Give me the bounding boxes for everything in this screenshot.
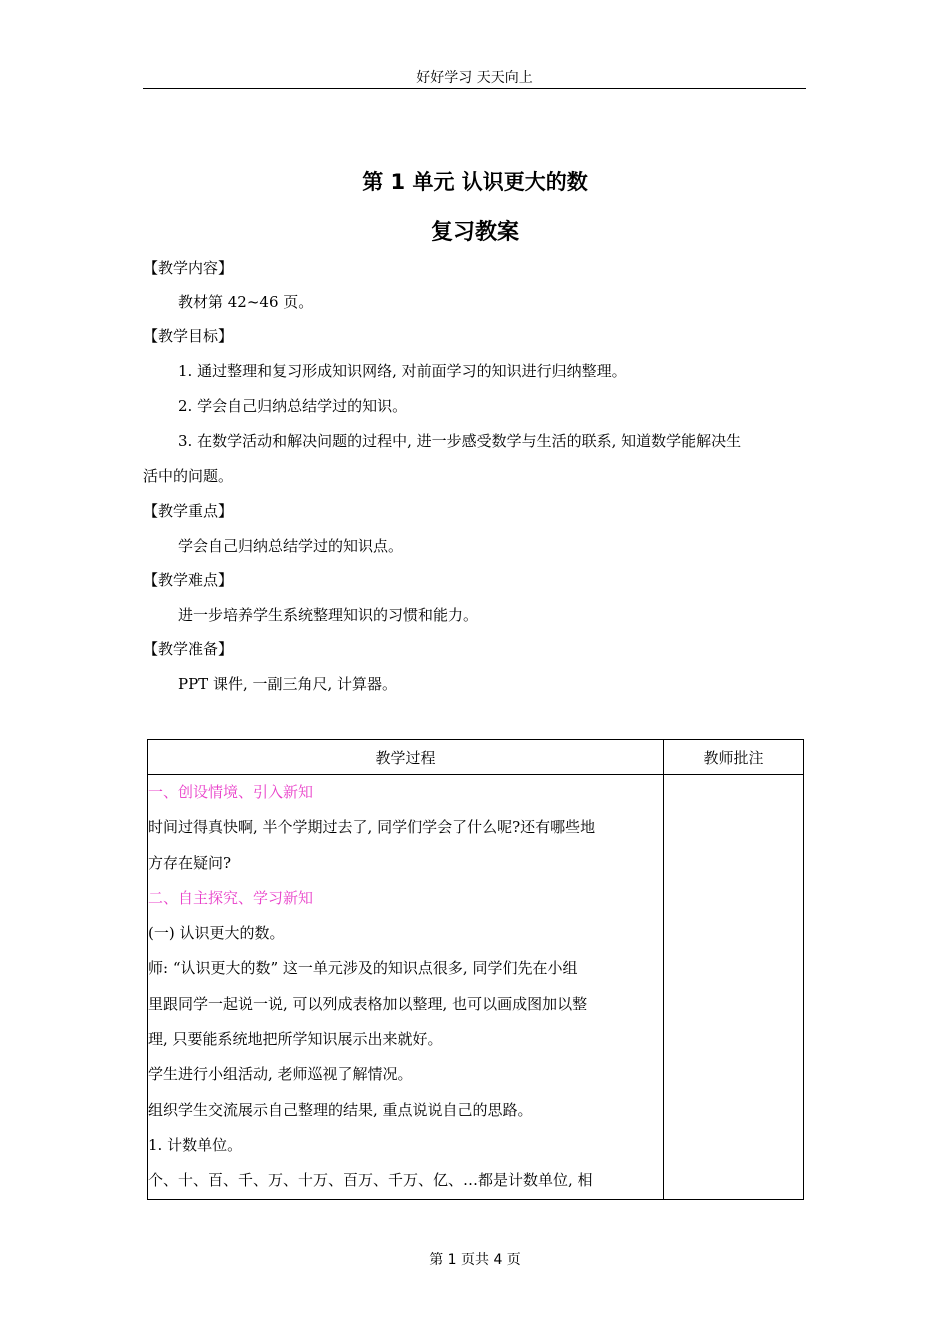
- process-line: 里跟同学一起说一说, 可以列成表格加以整理, 也可以画成图加以整: [148, 994, 588, 1013]
- content-text: 教材第 42~46 页。: [178, 293, 314, 311]
- process-line: 1. 计数单位。: [148, 1135, 243, 1154]
- column-header-process: 教学过程: [148, 740, 664, 775]
- goal-item-3-cont: 活中的问题。: [143, 467, 234, 485]
- process-cell: [148, 775, 664, 1200]
- section-label-prep: 【教学准备】: [143, 640, 234, 658]
- section-label-content: 【教学内容】: [143, 259, 234, 277]
- key-text: 学会自己归纳总结学过的知识点。: [178, 537, 404, 555]
- process-heading-1: 一、创设情境、引入新知: [148, 783, 314, 801]
- goal-item-2: 2. 学会自己归纳总结学过的知识。: [178, 397, 408, 415]
- process-line: 理, 只要能系统地把所学知识展示出来就好。: [148, 1030, 443, 1049]
- prep-text: PPT 课件, 一副三角尺, 计算器。: [178, 675, 398, 693]
- hard-text: 进一步培养学生系统整理知识的习惯和能力。: [178, 606, 479, 624]
- process-line: 方存在疑问?: [148, 853, 232, 872]
- page-header: 好好学习 天天向上: [143, 68, 806, 89]
- page-footer: 第 1 页共 4 页: [429, 1252, 521, 1268]
- teaching-process-table: [147, 739, 804, 1200]
- process-line: 时间过得真快啊, 半个学期过去了, 同学们学会了什么呢?还有哪些地: [148, 818, 596, 837]
- section-label-goal: 【教学目标】: [143, 327, 234, 345]
- teacher-notes-cell: [664, 775, 804, 1200]
- goal-item-1: 1. 通过整理和复习形成知识网络, 对前面学习的知识进行归纳整理。: [178, 362, 627, 380]
- unit-title: 第 1 单元 认识更大的数: [362, 170, 588, 194]
- process-line: 师: “认识更大的数” 这一单元涉及的知识点很多, 同学们先在小组: [148, 959, 578, 978]
- section-label-hard: 【教学难点】: [143, 571, 234, 589]
- process-heading-2: 二、自主探究、学习新知: [148, 888, 314, 907]
- goal-item-3: 3. 在数学活动和解决问题的过程中, 进一步感受数学与生活的联系, 知道数学能解决生: [178, 432, 742, 450]
- section-label-key: 【教学重点】: [143, 502, 234, 520]
- lesson-subtitle: 复习教案: [430, 220, 519, 245]
- process-line: 学生进行小组活动, 老师巡视了解情况。: [148, 1065, 413, 1084]
- process-line: 组织学生交流展示自己整理的结果, 重点说说自己的思路。: [148, 1100, 533, 1119]
- column-header-notes: 教师批注: [664, 740, 804, 775]
- process-line: 个、十、百、千、万、十万、百万、千万、亿、…都是计数单位, 相: [148, 1171, 593, 1190]
- process-line: (一) 认识更大的数。: [148, 924, 285, 943]
